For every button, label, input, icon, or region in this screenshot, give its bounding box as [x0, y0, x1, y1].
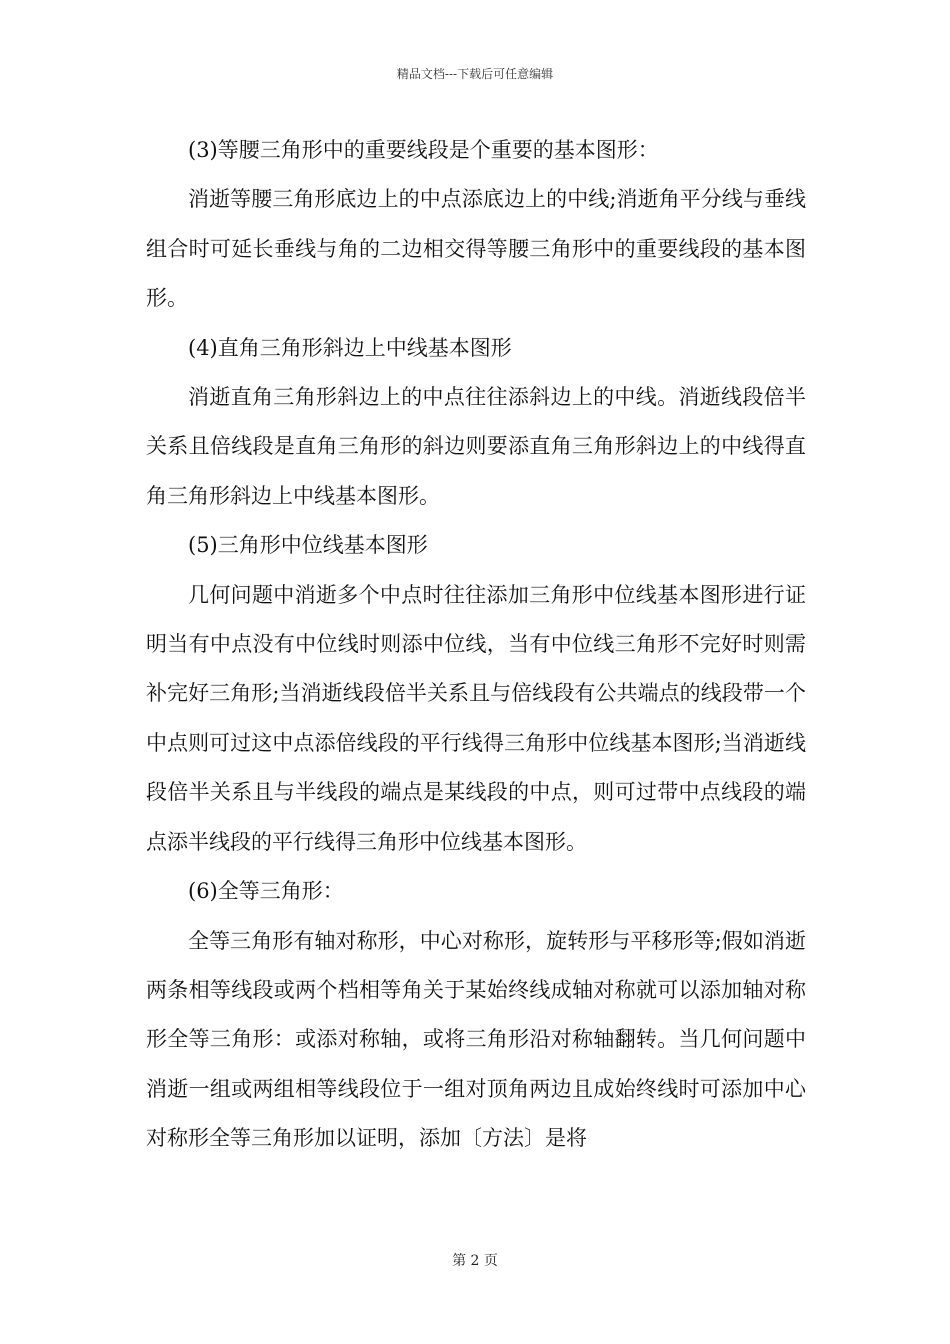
page-number: 第 2 页 [452, 1253, 498, 1269]
section-heading-3: (3)等腰三角形中的重要线段是个重要的基本图形： [188, 138, 659, 162]
section-heading-6: (6)全等三角形： [188, 879, 344, 904]
section-heading-4: (4)直角三角形斜边上中线基本图形 [188, 335, 512, 360]
paragraph-midline: 几何问题中消逝多个中点时往往添加三角形中位线基本图形进行证明当有中点没有中位线时则添中位线，当有中位线三角形不完好时则需补完好三角形;当消逝线段倍半关系且与倍线段有公共端点的线段带一个中点则可过这中点添倍线段的平行线得三角形中位线基本图形;当消逝线段倍半关系且与半线段的端点是某线段的中点，则可过带中点线段的端点添半线段的平行线得三角形中位线基本图形。 [146, 582, 806, 854]
section-heading-5: (5)三角形中位线基本图形 [188, 533, 428, 558]
paragraph-right-triangle: 消逝直角三角形斜边上的中点往往添斜边上的中线。消逝线段倍半关系且倍线段是直角三角形的斜边则要添直角三角形斜边上的中线得直角三角形斜边上中线基本图形。 [146, 385, 806, 508]
page-header: 精品文档---下载后可任意编辑 [396, 67, 554, 81]
document-body [146, 126, 806, 1164]
paragraph-congruent: 全等三角形有轴对称形，中心对称形，旋转形与平移形等;假如消逝两条相等线段或两个档相等角关于某始终线成轴对称就可以添加轴对称形全等三角形：或添对称轴，或将三角形沿对称轴翻转。当几何问题中消逝一组或两组相等线段位于一组对顶角两边且成始终线时可添加中心对称形全等三角形加以证明，添加〔方法〕是将 [146, 928, 806, 1151]
paragraph-isosceles: 消逝等腰三角形底边上的中点添底边上的中线;消逝角平分线与垂线组合时可延长垂线与角的二边相交得等腰三角形中的重要线段的基本图形。 [146, 187, 806, 311]
